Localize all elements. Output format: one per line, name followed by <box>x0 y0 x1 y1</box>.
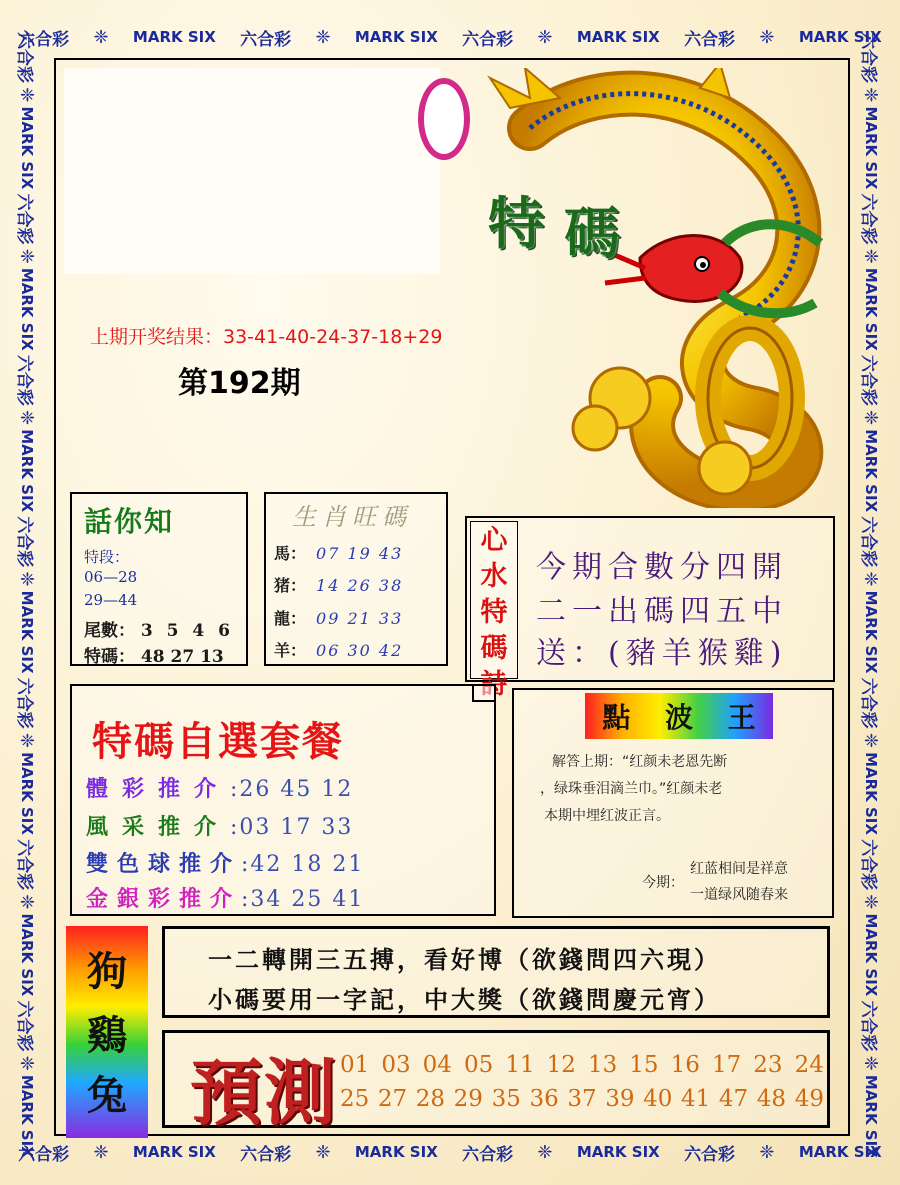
prediction-number: 48 <box>756 1086 787 1112</box>
zodiac-label: 羊： <box>274 641 307 660</box>
prediction-number: 41 <box>681 1086 711 1112</box>
title-char-te: 特 <box>488 191 544 257</box>
zodiac-label: 龍： <box>274 609 307 628</box>
flower-ornament-icon: ❈ <box>860 732 882 748</box>
prediction-number: 27 <box>377 1086 408 1112</box>
flower-ornament-icon: ❈ <box>315 1141 331 1163</box>
brand-cn: 六合彩 <box>14 677 35 729</box>
brand-en: MARK SIX <box>862 267 880 351</box>
huazhizhi-line: 29—44 <box>84 591 138 609</box>
prediction-number: 47 <box>718 1086 749 1112</box>
flower-ornament-icon: ❈ <box>93 1141 109 1163</box>
brand-en: MARK SIX <box>862 913 880 997</box>
zodiac-label: 馬： <box>274 544 307 563</box>
brand-cn: 六合彩 <box>14 1000 35 1052</box>
brand-cn: 六合彩 <box>18 29 70 50</box>
prediction-number: 37 <box>567 1086 597 1112</box>
xinshui-title-char: 詩 <box>480 669 508 700</box>
brand-cn: 六合彩 <box>684 29 736 50</box>
brand-en: MARK SIX <box>18 267 36 351</box>
brand-cn: 六合彩 <box>684 1144 736 1165</box>
shengxiao-title: 生肖旺碼 <box>292 503 412 531</box>
prediction-number: 35 <box>491 1086 521 1112</box>
shengxiao-row <box>274 573 403 596</box>
brand-en: MARK SIX <box>862 752 880 835</box>
flower-ornament-icon: ❈ <box>16 410 38 426</box>
poem-line: 小碼要用一字記，中大獎（欲錢問慶元宵） <box>208 985 721 1014</box>
prediction-number: 40 <box>643 1086 673 1112</box>
brand-en: MARK SIX <box>18 1074 36 1158</box>
brand-en: MARK SIX <box>862 429 880 513</box>
flower-ornament-icon: ❈ <box>860 410 882 426</box>
brand-cn: 六合彩 <box>14 839 35 891</box>
xinshui-line: 送：(豬羊猴雞) <box>536 636 788 671</box>
flower-ornament-icon: ❈ <box>759 1141 775 1163</box>
prediction-number: 05 <box>463 1052 494 1078</box>
dianbowang-title-char: 波 <box>664 701 693 734</box>
recommend-value: :42 18 21 <box>241 852 365 877</box>
flower-ornament-icon: ❈ <box>16 87 38 103</box>
brand-cn: 六合彩 <box>858 354 879 406</box>
prediction-number: 04 <box>422 1052 452 1078</box>
brand-cn: 六合彩 <box>14 516 35 568</box>
flower-ornament-icon: ❈ <box>16 1055 38 1071</box>
flower-ornament-icon: ❈ <box>16 732 38 748</box>
brand-cn: 六合彩 <box>858 516 879 568</box>
dianbowang-title-char: 點 <box>602 701 631 734</box>
brand-en: MARK SIX <box>354 28 438 46</box>
flower-ornament-icon: ❈ <box>537 1141 553 1163</box>
brand-en: MARK SIX <box>576 1143 660 1161</box>
dianbowang-title <box>585 693 773 739</box>
brand-en: MARK SIX <box>18 429 36 513</box>
flower-ornament-icon: ❈ <box>16 571 38 587</box>
dragon-illustration <box>470 68 850 508</box>
brand-en: MARK SIX <box>862 590 880 674</box>
brand-en: MARK SIX <box>18 913 36 997</box>
header-panel <box>64 68 440 274</box>
huazhizhi-line: 06—28 <box>84 568 138 586</box>
huazhizhi-line: 特段： <box>84 548 130 566</box>
special-numbers <box>84 642 224 667</box>
brand-en: MARK SIX <box>18 590 36 674</box>
recommend-label: 體彩推介 <box>86 776 231 802</box>
brand-cn: 六合彩 <box>462 29 514 50</box>
prediction-number: 29 <box>453 1086 483 1112</box>
tail-numbers <box>84 616 234 641</box>
shengxiao-row <box>274 606 403 629</box>
prediction-number: 49 <box>794 1086 824 1112</box>
tail-label: 尾數： <box>84 621 135 641</box>
box-corner <box>472 684 496 702</box>
brand-cn: 六合彩 <box>240 1144 292 1165</box>
recommend-label: 風采推介 <box>86 814 231 840</box>
zodiac-numbers: 14 26 38 <box>316 576 404 595</box>
answer-line: 本期中埋红波正言。 <box>544 808 670 824</box>
flower-ornament-icon: ❈ <box>93 26 109 48</box>
special-value: 48 27 13 <box>140 647 224 667</box>
brand-en: MARK SIX <box>354 1143 438 1161</box>
prediction-number: 39 <box>605 1086 635 1112</box>
prediction-number: 25 <box>340 1086 370 1112</box>
zodiac-numbers: 09 21 33 <box>316 609 404 628</box>
tail-value: 3 5 4 6 <box>140 621 234 641</box>
special-label: 特碼： <box>84 647 135 667</box>
prediction-number: 15 <box>629 1052 659 1078</box>
brand-cn: 六合彩 <box>14 32 35 84</box>
zodiac-chicken: 鷄 <box>87 1012 127 1059</box>
brand-en: MARK SIX <box>576 28 660 46</box>
brand-cn: 六合彩 <box>858 32 879 84</box>
prediction-number: 03 <box>381 1052 411 1078</box>
temazixuan-title: 特碼自選套餐 <box>92 718 344 765</box>
zodiac-rabbit: 兔 <box>87 1072 127 1119</box>
huazhizhi-title: 話你知 <box>84 505 175 538</box>
yuce-row <box>340 1086 824 1112</box>
prediction-number: 36 <box>529 1086 559 1112</box>
poem-line: 一二轉開三五搏，看好博（欲錢問四六現） <box>208 945 721 974</box>
recommend-value: :26 45 12 <box>230 777 354 802</box>
brand-cn: 六合彩 <box>858 677 879 729</box>
bottom-border-strip <box>0 1137 900 1167</box>
brand-cn: 六合彩 <box>858 839 879 891</box>
flower-ornament-icon: ❈ <box>860 87 882 103</box>
flower-ornament-icon: ❈ <box>860 894 882 910</box>
brand-cn: 六合彩 <box>462 1144 514 1165</box>
right-border-strip <box>852 0 890 1185</box>
prediction-number: 16 <box>670 1052 700 1078</box>
flower-ornament-icon: ❈ <box>16 248 38 264</box>
recommend-value: :03 17 33 <box>230 815 354 840</box>
prediction-number: 13 <box>587 1052 618 1078</box>
prediction-number: 01 <box>340 1052 370 1078</box>
current-line: 红蓝相间是祥意 <box>690 861 788 877</box>
recommend-row <box>86 810 353 841</box>
prediction-number: 17 <box>711 1052 742 1078</box>
recommend-row <box>86 847 364 878</box>
current-label: 今期： <box>642 875 684 891</box>
recommend-row <box>86 882 364 913</box>
recommend-row <box>86 772 353 803</box>
logo-emblem <box>418 78 470 160</box>
recommend-value: :34 25 41 <box>241 887 365 912</box>
brand-en: MARK SIX <box>862 106 880 190</box>
flower-ornament-icon: ❈ <box>860 1055 882 1071</box>
xinshui-title-char: 特 <box>480 597 508 628</box>
brand-en: MARK SIX <box>798 28 882 46</box>
yuce-title: 預測 <box>190 1050 339 1135</box>
xinshui-line: 二一出碼四五中 <box>536 594 788 629</box>
brand-en: MARK SIX <box>862 1074 880 1158</box>
flower-ornament-icon: ❈ <box>860 571 882 587</box>
prediction-number: 12 <box>546 1052 576 1078</box>
brand-en: MARK SIX <box>18 106 36 190</box>
prediction-number: 11 <box>505 1052 535 1078</box>
xinshui-line: 今期合數分四開 <box>536 550 788 585</box>
yuce-row <box>340 1052 824 1078</box>
shengxiao-row <box>274 541 403 564</box>
recommend-label: 雙色球推介 <box>86 851 242 877</box>
brand-en: MARK SIX <box>132 28 216 46</box>
zodiac-numbers: 07 19 43 <box>316 544 404 563</box>
last-draw-result: 上期开奖结果：33-41-40-24-37-18+29 <box>90 326 443 348</box>
brand-cn: 六合彩 <box>18 1144 70 1165</box>
title-char-ma: 碼 <box>564 201 620 267</box>
answer-line: ，绿珠垂泪滴兰巾。”红颜未老 <box>540 781 723 797</box>
zodiac-numbers: 06 30 42 <box>316 641 404 660</box>
brand-en: MARK SIX <box>18 752 36 835</box>
top-border-strip <box>0 22 900 52</box>
flower-ornament-icon: ❈ <box>860 248 882 264</box>
flower-ornament-icon: ❈ <box>315 26 331 48</box>
xinshui-title-char: 心 <box>480 525 508 556</box>
prediction-number: 24 <box>794 1052 824 1078</box>
flower-ornament-icon: ❈ <box>16 894 38 910</box>
flower-ornament-icon: ❈ <box>537 26 553 48</box>
recommend-label: 金銀彩推介 <box>86 886 242 912</box>
answer-line: 解答上期：“红颜未老恩先断 <box>552 754 728 770</box>
xinshui-title-char: 水 <box>480 561 508 592</box>
brand-en: MARK SIX <box>798 1143 882 1161</box>
flower-ornament-icon: ❈ <box>759 26 775 48</box>
brand-cn: 六合彩 <box>14 354 35 406</box>
prediction-number: 28 <box>415 1086 446 1112</box>
brand-cn: 六合彩 <box>858 193 879 245</box>
brand-en: MARK SIX <box>132 1143 216 1161</box>
zodiac-dog: 狗 <box>87 948 127 995</box>
xinshui-title <box>476 523 512 703</box>
prediction-number: 23 <box>753 1052 783 1078</box>
brand-cn: 六合彩 <box>14 193 35 245</box>
xinshui-title-char: 碼 <box>480 633 508 664</box>
dianbowang-title-char: 王 <box>727 701 756 734</box>
left-border-strip <box>8 0 46 1185</box>
zodiac-label: 猪： <box>274 576 307 595</box>
brand-cn: 六合彩 <box>858 1000 879 1052</box>
brand-cn: 六合彩 <box>240 29 292 50</box>
shengxiao-row <box>274 638 403 661</box>
current-line: 一道绿风随春来 <box>690 887 788 903</box>
issue-number: 第192期 <box>178 366 301 401</box>
